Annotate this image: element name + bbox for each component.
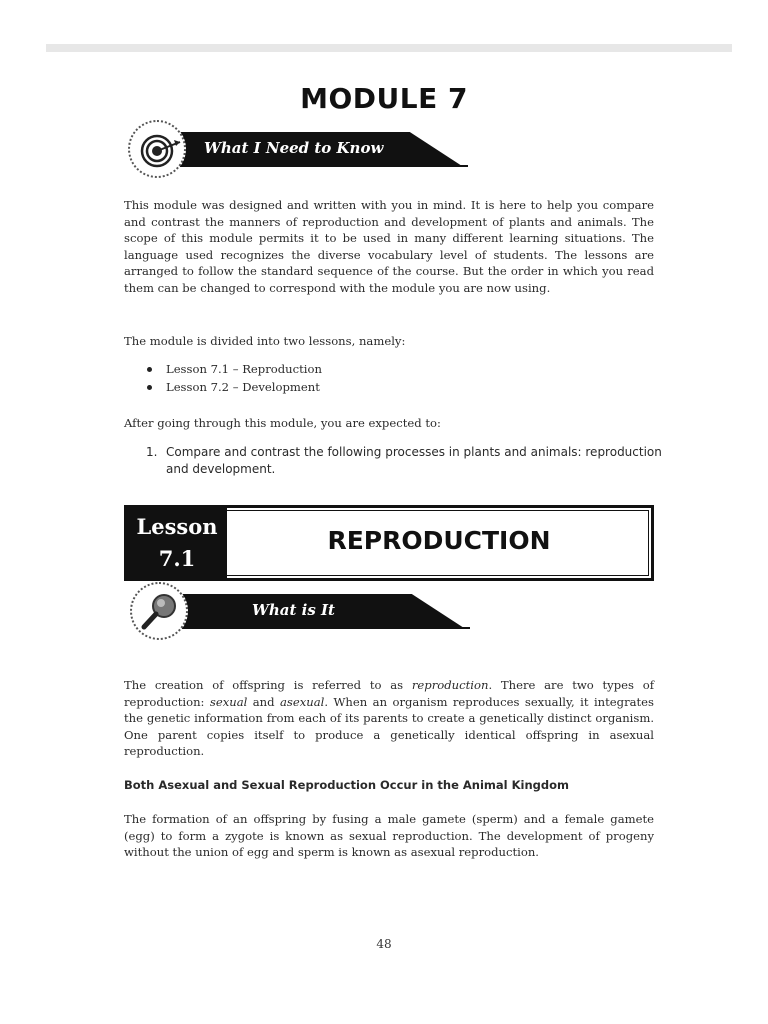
- reproduction-paragraph: The creation of offspring is referred to as reproduction. There are two types of reproduction: sexual and asexual. When an organism reproduces sexually, it integrates the genetic information from each of its parents to create a genetically distinct organism. One parent copies itself to produce a genetically identical offspring in asexual reproduction.: [124, 678, 655, 759]
- list-item: Lesson 7.1 – Reproduction: [144, 360, 322, 378]
- magnifier-icon: [130, 582, 188, 640]
- expected-intro: After going through this module, you are expected to:: [124, 416, 441, 430]
- lesson-tag: [127, 508, 227, 578]
- lesson-title: REPRODUCTION: [327, 526, 551, 555]
- section-banner-what-is-it: [130, 582, 470, 642]
- term-reproduction: reproduction: [411, 678, 489, 692]
- subheading: Both Asexual and Sexual Reproduction Occur in the Animal Kingdom: [124, 778, 570, 792]
- lesson-list: [144, 360, 322, 396]
- module-title: MODULE 7: [300, 82, 468, 115]
- top-band: [46, 44, 732, 52]
- animal-reproduction-paragraph: The formation of an offspring by fusing a male gamete (sperm) and a female gamete (egg) to form a zygote is known as sexual reproduction. The development of progeny without the union of egg and sperm is known as asexual reproduction.: [124, 812, 654, 860]
- term-sexual: sexual: [209, 694, 248, 709]
- list-item: Lesson 7.2 – Development: [144, 378, 322, 396]
- term-asexual: asexual: [280, 694, 325, 709]
- lesson-tag-number: 7.1: [158, 546, 196, 571]
- target-icon: [128, 120, 186, 178]
- objective-number: 1.: [146, 445, 158, 459]
- section-label: What I Need to Know: [204, 139, 384, 157]
- section-banner-what-i-need-to-know: [128, 120, 468, 180]
- page-number: 48: [376, 937, 392, 951]
- lessons-intro: The module is divided into two lessons, namely:: [124, 334, 406, 348]
- lesson-tag-word: Lesson: [136, 514, 218, 539]
- objective-text: Compare and contrast the following processes in plants and animals: reproduction and development.: [166, 445, 662, 476]
- intro-paragraph: This module was designed and written with you in mind. It is here to help you compare and contrast the manners of reproduction and development of plants and animals. The scope of this module permits it to be used in many different learning situations. The language used recognizes the diverse vocabulary level of students. The lessons are arranged to follow the standard sequence of the course. But the order in which you read them can be changed to correspond with the module you are now using.: [124, 198, 654, 295]
- lesson-header: [124, 505, 654, 581]
- section-label: What is It: [252, 601, 335, 619]
